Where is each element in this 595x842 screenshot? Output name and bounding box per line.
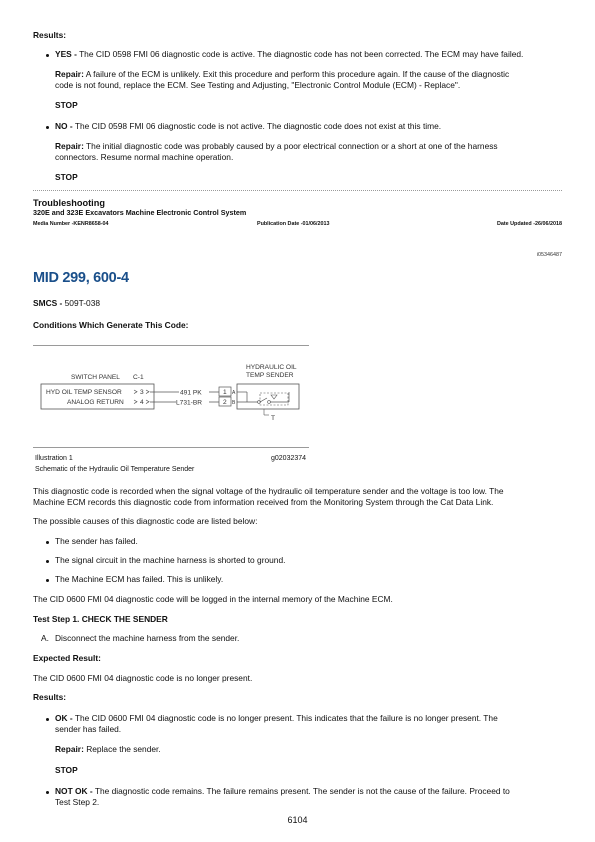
ok-repair (55, 744, 161, 755)
pin-arrow (134, 400, 137, 404)
doc-title: Troubleshooting (33, 198, 105, 208)
description-line2: Machine ECM records this diagnostic code from information received from the Monitoring System through the Cat Data Link. (33, 497, 494, 507)
switch-contact (268, 401, 271, 404)
wire-491-pk-label: 491 PK (180, 389, 202, 397)
doc-subtitle: 320E and 323E Excavators Machine Electronic Control System (33, 208, 247, 217)
date-updated: Date Updated -26/06/2018 (496, 221, 562, 227)
no-repair-line2: connectors. Resume normal machine operation. (55, 152, 234, 162)
sender-pin-1-label: 1 (223, 389, 227, 396)
yes-repair-line2: code is not found, replace the ECM. See Testing and Adjusting, "Electronic Control Module (ECM) - Replace". (55, 80, 461, 90)
notok-text: The diagnostic code remains. The failure remains present. The sender is not the cause of the failure. Proceed to (94, 786, 510, 796)
repair-label: Repair: (55, 69, 84, 79)
temp-element-symbol (271, 395, 277, 399)
cavity-a-label: A (232, 390, 236, 396)
bullet-dot (46, 54, 49, 57)
bullet-dot (46, 560, 49, 563)
expected-result-heading: Expected Result: (33, 653, 101, 663)
notok-label: NOT OK - (55, 786, 93, 796)
yes-label: YES - (55, 49, 77, 59)
bullet-dot (46, 541, 49, 544)
hydraulic-oil-temp-schematic (33, 355, 323, 445)
bullet-dot (46, 126, 49, 129)
repair-text: Replace the sender. (86, 744, 161, 754)
pin-4-label: 4 (140, 399, 144, 406)
analog-return-label: ANALOG RETURN (67, 399, 124, 406)
connector-label: C-1 (133, 374, 144, 381)
no-text: The CID 0598 FMI 06 diagnostic code is not active. The diagnostic code does not exist at this time. (74, 121, 442, 131)
ok-text: The CID 0600 FMI 04 diagnostic code is no longer present. This indicates that the failure is no longer present. The (74, 713, 498, 723)
no-result (55, 121, 441, 132)
description-line1: This diagnostic code is recorded when the signal voltage of the hydraulic oil temperature sender and the voltage is too low. The (33, 486, 504, 496)
results-heading: Results: (33, 30, 67, 40)
ok-result-line2: sender has failed. (55, 724, 122, 734)
smcs-line (33, 298, 100, 309)
repair-label: Repair: (55, 744, 84, 754)
stop-label: STOP (55, 765, 78, 775)
page-number: 6104 (287, 815, 308, 825)
repair-label: Repair: (55, 141, 84, 151)
temp-symbol: T (271, 415, 276, 422)
no-label: NO - (55, 121, 73, 131)
yes-text: The CID 0598 FMI 06 diagnostic code is active. The diagnostic code has not been corrected. The ECM may have failed. (79, 49, 524, 59)
notok-result-line1 (55, 786, 510, 797)
smcs-value: 509T-038 (64, 298, 101, 308)
section-divider (33, 190, 562, 191)
cause-item: The sender has failed. (55, 536, 138, 546)
illustration-bottom-rule (33, 447, 309, 448)
yes-repair-line1 (55, 69, 509, 80)
illustration-top-rule (33, 345, 309, 346)
ok-label: OK - (55, 713, 73, 723)
illustration-id: g02032374 (271, 455, 307, 462)
pin-3-label: 3 (140, 389, 144, 396)
pin-arrow (146, 400, 149, 404)
logged-text: The CID 0600 FMI 04 diagnostic code will be logged in the internal memory of the Machine ECM. (33, 594, 393, 604)
doc-id: i05346487 (536, 252, 562, 258)
step-a-label: A. (41, 633, 49, 643)
switch-blade (260, 398, 267, 402)
sender-label-line1: HYDRAULIC OIL (246, 364, 297, 371)
smcs-label: SMCS - (33, 298, 63, 308)
page-title: MID 299, 600-4 (33, 270, 129, 286)
conditions-heading: Conditions Which Generate This Code: (33, 320, 189, 330)
pin-arrow (146, 390, 149, 394)
publication-date: Publication Date -01/06/2013 (257, 221, 330, 227)
cause-item: The signal circuit in the machine harness is shorted to ground. (55, 555, 286, 565)
yes-result (55, 49, 523, 60)
cause-item: The Machine ECM has failed. This is unlikely. (55, 574, 224, 584)
switch-panel-label: SWITCH PANEL (71, 374, 120, 381)
stop-label: STOP (55, 172, 78, 182)
repair-text: A failure of the ECM is unlikely. Exit this procedure and perform this procedure again. If the cause of the diagnostic (85, 69, 510, 79)
pin-arrow (134, 390, 137, 394)
wire-l731-br-label: L731-BR (176, 399, 203, 407)
media-number: Media Number -KENR8658-04 (33, 221, 109, 227)
illustration-caption: Schematic of the Hydraulic Oil Temperature Sender (35, 466, 195, 473)
step-a-text: Disconnect the machine harness from the sender. (55, 633, 240, 643)
stop-label: STOP (55, 100, 78, 110)
test-step-heading: Test Step 1. CHECK THE SENDER (33, 614, 168, 624)
notok-result-line2: Test Step 2. (55, 797, 100, 807)
bullet-dot (46, 791, 49, 794)
sender-pin-2-label: 2 (223, 399, 227, 406)
no-repair-line1 (55, 141, 498, 152)
sender-label-line2: TEMP SENDER (246, 372, 294, 379)
illustration-number: Illustration 1 (35, 455, 73, 462)
hyd-oil-temp-sensor-label: HYD OIL TEMP SENSOR (46, 389, 122, 396)
results-heading: Results: (33, 692, 67, 702)
cavity-b-label: B (232, 400, 236, 406)
bullet-dot (46, 579, 49, 582)
causes-intro: The possible causes of this diagnostic code are listed below: (33, 516, 258, 526)
bullet-dot (46, 718, 49, 721)
expected-result-text: The CID 0600 FMI 04 diagnostic code is no longer present. (33, 673, 253, 683)
repair-text: The initial diagnostic code was probably caused by a poor electrical connection or a short at one of the harness (86, 141, 498, 151)
ok-result-line1 (55, 713, 498, 724)
